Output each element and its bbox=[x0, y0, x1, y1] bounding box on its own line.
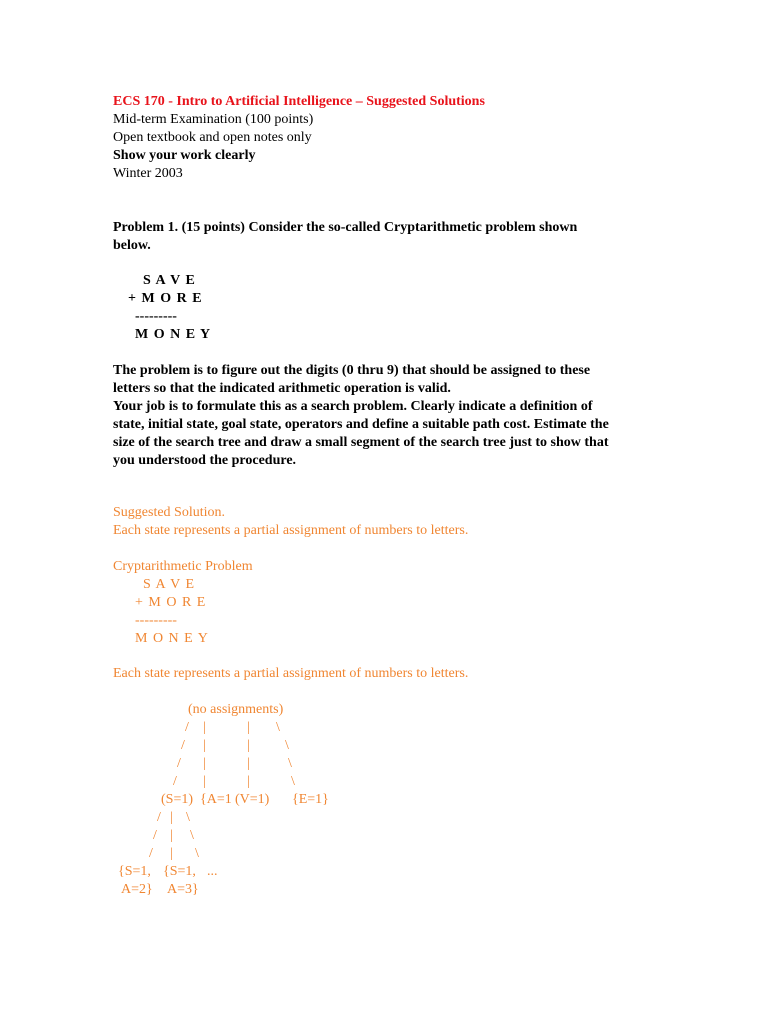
tree-edge: \ bbox=[276, 720, 280, 735]
tree-leaf-2: {S=1, bbox=[163, 864, 196, 879]
tree-root-node: (no assignments) bbox=[188, 702, 284, 717]
puzzle-addend-1: S A V E bbox=[143, 273, 196, 288]
solution-puzzle-addend-1: S A V E bbox=[143, 577, 196, 592]
puzzle-sum: M O N E Y bbox=[135, 327, 212, 342]
solution-puzzle-addend-2: + M O R E bbox=[135, 595, 207, 610]
solution-puzzle-rule: --------- bbox=[135, 613, 177, 628]
tree-edge: / bbox=[173, 774, 177, 789]
puzzle-rule: --------- bbox=[135, 309, 177, 324]
tree-edge: | bbox=[203, 774, 206, 789]
tree-edge: | bbox=[170, 810, 173, 825]
tree-edge: | bbox=[247, 720, 250, 735]
tree-edge: \ bbox=[195, 846, 199, 861]
tree-node-e1: {E=1} bbox=[292, 792, 329, 807]
tree-ellipsis: ... bbox=[207, 864, 218, 879]
tree-edge: | bbox=[247, 756, 250, 771]
tree-edge: \ bbox=[190, 828, 194, 843]
problem-body-line: Your job is to formulate this as a search problem. Clearly indicate a definition of bbox=[113, 399, 593, 414]
problem-intro-line: below. bbox=[113, 238, 151, 253]
tree-edge: | bbox=[170, 846, 173, 861]
problem-intro-line: Problem 1. (15 points) Consider the so-called Cryptarithmetic problem shown bbox=[113, 220, 578, 235]
tree-edge: | bbox=[247, 774, 250, 789]
exam-instruction: Show your work clearly bbox=[113, 148, 256, 163]
tree-edge: / bbox=[153, 828, 157, 843]
tree-leaf-2: A=3} bbox=[167, 882, 199, 897]
problem-body-line: size of the search tree and draw a small segment of the search tree just to show that bbox=[113, 435, 609, 450]
exam-term: Winter 2003 bbox=[113, 166, 183, 181]
tree-edge: | bbox=[203, 720, 206, 735]
tree-edge: / bbox=[185, 720, 189, 735]
tree-edge: / bbox=[157, 810, 161, 825]
tree-edge: \ bbox=[291, 774, 295, 789]
solution-heading: Suggested Solution. bbox=[113, 505, 226, 520]
solution-puzzle-sum: M O N E Y bbox=[135, 631, 209, 646]
tree-edge: / bbox=[149, 846, 153, 861]
tree-edge: | bbox=[170, 828, 173, 843]
solution-text: Each state represents a partial assignment of numbers to letters. bbox=[113, 666, 469, 681]
problem-body-line: you understood the procedure. bbox=[113, 453, 297, 468]
exam-description: Mid-term Examination (100 points) bbox=[113, 112, 314, 127]
document-title: ECS 170 - Intro to Artificial Intelligence – Suggested Solutions bbox=[113, 94, 485, 109]
problem-body-line: state, initial state, goal state, operators and define a suitable path cost. Estimate the bbox=[113, 417, 609, 432]
problem-body-line: letters so that the indicated arithmetic operation is valid. bbox=[113, 381, 451, 396]
solution-text: Each state represents a partial assignment of numbers to letters. bbox=[113, 523, 469, 538]
tree-node-a1: {A=1 bbox=[200, 792, 232, 807]
tree-edge: | bbox=[203, 738, 206, 753]
tree-leaf-1: A=2} bbox=[121, 882, 153, 897]
puzzle-addend-2: + M O R E bbox=[128, 291, 203, 306]
tree-edge: \ bbox=[288, 756, 292, 771]
tree-edge: / bbox=[181, 738, 185, 753]
tree-node-v1: (V=1) bbox=[235, 792, 270, 807]
tree-edge: / bbox=[177, 756, 181, 771]
problem-body-line: The problem is to figure out the digits (0 thru 9) that should be assigned to these bbox=[113, 363, 591, 378]
tree-edge: | bbox=[247, 738, 250, 753]
tree-edge: \ bbox=[186, 810, 190, 825]
tree-edge: | bbox=[203, 756, 206, 771]
tree-leaf-1: {S=1, bbox=[118, 864, 151, 879]
tree-edge: \ bbox=[285, 738, 289, 753]
exam-rules: Open textbook and open notes only bbox=[113, 130, 312, 145]
tree-node-s1: (S=1) bbox=[161, 792, 194, 807]
solution-subheading: Cryptarithmetic Problem bbox=[113, 559, 253, 574]
